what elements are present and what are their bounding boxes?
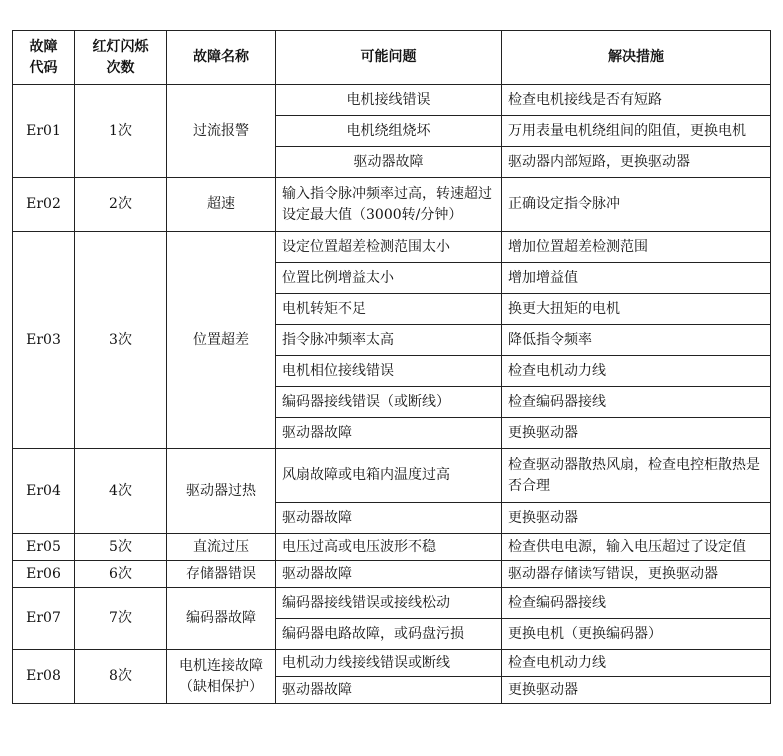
possible-issue-cell: 编码器接线错误（或断线） [276,387,502,418]
possible-issue-cell: 指令脉冲频率太高 [276,325,502,356]
fault-name-cell: 超速 [167,178,276,232]
fault-name-cell: 过流报警 [167,85,276,178]
possible-issue-cell: 风扇故障或电箱内温度过高 [276,449,502,503]
table-header-row [13,31,771,85]
solution-cell: 检查电机接线是否有短路 [502,85,771,116]
blink-count-cell: 2次 [75,178,167,232]
header-fault-name: 故障名称 [167,31,276,85]
fault-code-table [12,30,771,704]
possible-issue-cell: 位置比例增益太小 [276,263,502,294]
table-row [13,232,771,263]
solution-cell: 检查编码器接线 [502,387,771,418]
blink-count-cell: 4次 [75,449,167,534]
blink-count-cell: 8次 [75,650,167,704]
fault-code-cell: Er01 [13,85,75,178]
solution-cell: 更换电机（更换编码器） [502,619,771,650]
possible-issue-cell: 电压过高或电压波形不稳 [276,534,502,561]
possible-issue-cell: 编码器接线错误或接线松动 [276,588,502,619]
possible-issue-cell: 电机相位接线错误 [276,356,502,387]
blink-count-cell: 6次 [75,561,167,588]
blink-count-cell: 1次 [75,85,167,178]
possible-issue-cell: 驱动器故障 [276,147,502,178]
possible-issue-cell: 输入指令脉冲频率过高，转速超过设定最大值（3000转/分钟） [276,178,502,232]
blink-count-cell: 5次 [75,534,167,561]
table-row [13,588,771,619]
solution-cell: 更换驱动器 [502,677,771,704]
solution-cell: 正确设定指令脉冲 [502,178,771,232]
possible-issue-cell: 电机接线错误 [276,85,502,116]
possible-issue-cell: 电机绕组烧坏 [276,116,502,147]
solution-cell: 换更大扭矩的电机 [502,294,771,325]
fault-name-cell: 编码器故障 [167,588,276,650]
fault-name-cell: 位置超差 [167,232,276,449]
fault-code-cell: Er04 [13,449,75,534]
header-fault-code: 故障 代码 [13,31,75,85]
solution-cell: 检查电机动力线 [502,650,771,677]
fault-code-cell: Er03 [13,232,75,449]
table-row [13,178,771,232]
table-row [13,561,771,588]
fault-name-cell: 驱动器过热 [167,449,276,534]
solution-cell: 万用表量电机绕组间的阻值，更换电机 [502,116,771,147]
solution-cell: 更换驱动器 [502,503,771,534]
fault-code-cell: Er07 [13,588,75,650]
table-row [13,650,771,677]
possible-issue-cell: 设定位置超差检测范围太小 [276,232,502,263]
fault-name-cell: 直流过压 [167,534,276,561]
solution-cell: 更换驱动器 [502,418,771,449]
header-solution: 解决措施 [502,31,771,85]
solution-cell: 增加位置超差检测范围 [502,232,771,263]
solution-cell: 增加增益值 [502,263,771,294]
blink-count-cell: 7次 [75,588,167,650]
fault-name-cell: 存储器错误 [167,561,276,588]
fault-name-cell: 电机连接故障 （缺相保护） [167,650,276,704]
solution-cell: 检查驱动器散热风扇，检查电控柜散热是否合理 [502,449,771,503]
possible-issue-cell: 驱动器故障 [276,418,502,449]
table-row [13,85,771,116]
solution-cell: 驱动器内部短路，更换驱动器 [502,147,771,178]
solution-cell: 检查编码器接线 [502,588,771,619]
fault-code-cell: Er06 [13,561,75,588]
possible-issue-cell: 电机动力线接线错误或断线 [276,650,502,677]
header-blink-count: 红灯闪烁 次数 [75,31,167,85]
solution-cell: 驱动器存储读写错误，更换驱动器 [502,561,771,588]
solution-cell: 检查电机动力线 [502,356,771,387]
fault-table-body [13,85,771,704]
table-row [13,449,771,503]
possible-issue-cell: 驱动器故障 [276,503,502,534]
possible-issue-cell: 驱动器故障 [276,561,502,588]
table-row [13,534,771,561]
possible-issue-cell: 驱动器故障 [276,677,502,704]
possible-issue-cell: 电机转矩不足 [276,294,502,325]
solution-cell: 降低指令频率 [502,325,771,356]
fault-code-cell: Er02 [13,178,75,232]
fault-code-cell: Er05 [13,534,75,561]
possible-issue-cell: 编码器电路故障，或码盘污损 [276,619,502,650]
solution-cell: 检查供电电源，输入电压超过了设定值 [502,534,771,561]
blink-count-cell: 3次 [75,232,167,449]
fault-code-cell: Er08 [13,650,75,704]
header-possible-issue: 可能问题 [276,31,502,85]
